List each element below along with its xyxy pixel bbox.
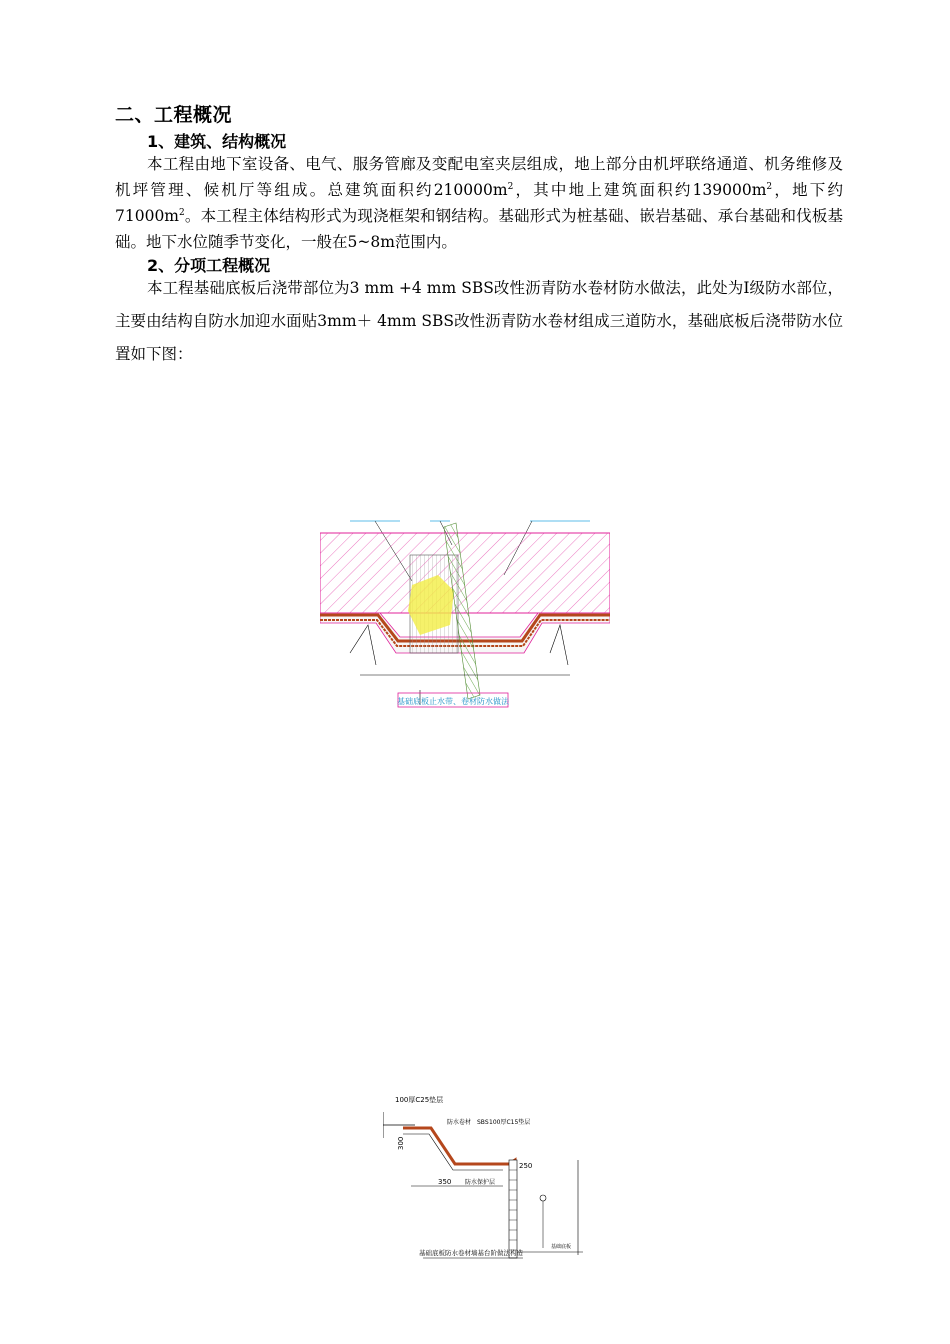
figure-step-detail [383,1090,588,1262]
fig2-label-membrane: 防水卷材 [447,1119,472,1126]
paragraph-structure-overview: 本工程由地下室设备、电气、服务管廊及变配电室夹层组成，地上部分由机坪联络通道、机务维修及机坪管理、候机厅等组成。总建筑面积约$210000m^2$，其中地上建筑面积约$139000m^2$，地下约$71000m^2$。本工程主体结构形式为现浇框架和钢结构。基础形式为桩基础、嵌岩基础、承台基础和伐板基础。地下水位随季节变化，一般在5~8m范围内。 [115,155,843,251]
step-membrane [403,1128,515,1172]
fig2-label-c15: 100厚C15垫层 [489,1119,531,1126]
figure-post-pour-strip-detail [320,515,610,711]
subsection-heading-structure: 1、建筑、结构概况 [147,132,287,151]
fig2-label-mid: 防水保护层 [465,1179,496,1186]
paragraph-subitem-overview: 本工程基础底板后浇带部位为3 mm +4 mm SBS改性沥青防水卷材防水做法，此处为Ⅰ级防水部位，主要由结构自防水加迎水面贴3mm＋ 4mm SBS改性沥青防水卷材组成三道防水，基础底板后浇带防水位置如下图： [115,279,843,363]
fig2-dim-300: 300 [397,1136,405,1150]
figure1-caption: 基础底板止水带、卷材防水做法 [397,697,509,706]
figure2-caption: 基础底板防水卷材墙基台阶做法构造 [419,1249,523,1257]
fig2-label-sbs: SBS [477,1119,489,1126]
subsection-heading-subitem: 2、分项工程概况 [147,256,271,275]
fig2-label-top: 100厚C25垫层 [395,1096,444,1104]
section-heading: 二、工程概况 [115,104,233,126]
fig2-dim-250: 250 [519,1162,533,1170]
fig2-label-base: 基础底板 [551,1244,572,1250]
fig2-dim-350: 350 [438,1178,452,1186]
